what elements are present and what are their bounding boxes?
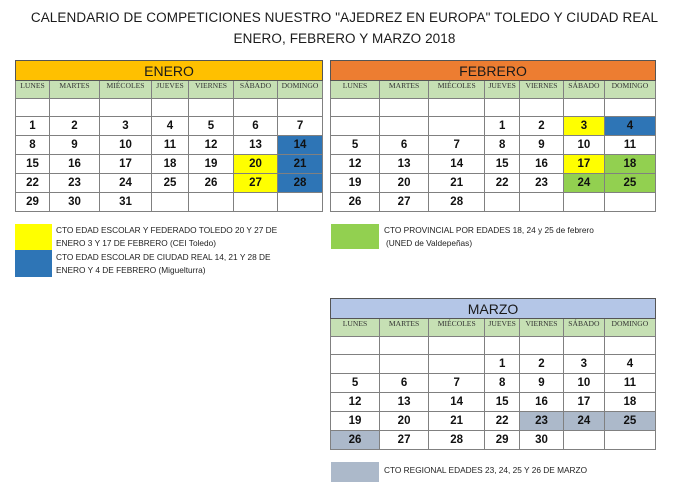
legend-blue-line1: CTO EDAD ESCOLAR DE CIUDAD REAL 14, 21 Y 28 DE	[56, 252, 271, 262]
week-row	[331, 374, 656, 393]
legend-gray-swatch	[331, 462, 379, 482]
day-cell: 2	[520, 355, 564, 374]
day-cell: 17	[100, 155, 152, 174]
weekday-4: VIERNES	[189, 81, 234, 99]
legend-green-swatch	[331, 224, 379, 249]
day-cell: 29	[16, 193, 50, 212]
weekday-3: JUEVES	[485, 319, 520, 337]
empty-cell	[604, 431, 655, 450]
day-cell: 13	[380, 393, 429, 412]
day-cell: 18	[152, 155, 189, 174]
day-cell: 23	[520, 412, 564, 431]
day-cell: 9	[50, 136, 100, 155]
weekday-4: VIERNES	[520, 319, 564, 337]
week-row	[16, 117, 323, 136]
day-cell: 27	[380, 431, 429, 450]
week-row	[331, 412, 656, 431]
day-cell: 8	[485, 374, 520, 393]
day-cell: 20	[380, 174, 429, 193]
day-cell: 3	[100, 117, 152, 136]
empty-cell	[278, 193, 323, 212]
week-row	[16, 136, 323, 155]
weekday-0: LUNES	[16, 81, 50, 99]
day-cell: 16	[520, 393, 564, 412]
day-cell: 30	[520, 431, 564, 450]
empty-cell	[563, 431, 604, 450]
day-cell: 19	[331, 174, 380, 193]
day-cell: 5	[189, 117, 234, 136]
legend-gray-text	[384, 464, 587, 477]
weekday-0: LUNES	[331, 319, 380, 337]
weekday-2: MIÉCOLES	[429, 81, 485, 99]
spacer-cell	[563, 99, 604, 117]
day-cell: 3	[563, 355, 604, 374]
day-cell: 16	[50, 155, 100, 174]
day-cell: 6	[380, 136, 429, 155]
day-cell: 27	[234, 174, 278, 193]
day-cell: 23	[520, 174, 564, 193]
day-cell: 11	[152, 136, 189, 155]
legend-green-line2: (UNED de Valdepeñas)	[386, 237, 473, 248]
legend-green-line1: CTO PROVINCIAL POR EDADES 18, 24 y 25 de febrero	[384, 225, 594, 235]
day-cell: 1	[16, 117, 50, 136]
day-cell: 19	[189, 155, 234, 174]
day-cell: 2	[50, 117, 100, 136]
day-cell: 21	[429, 174, 485, 193]
month-header-enero: ENERO	[16, 61, 323, 81]
legend-yellow-line2: ENERO 3 Y 17 DE FEBRERO (CEI Toledo)	[56, 237, 217, 248]
day-cell: 4	[604, 117, 655, 136]
day-cell: 20	[234, 155, 278, 174]
empty-cell	[563, 193, 604, 212]
day-cell: 14	[429, 393, 485, 412]
week-row	[331, 174, 656, 193]
document-title: CALENDARIO DE COMPETICIONES NUESTRO "AJEDREZ EN EUROPA" TOLEDO Y CIUDAD REAL	[30, 10, 659, 25]
empty-cell	[485, 193, 520, 212]
legend-blue-line2: ENERO Y 4 DE FEBRERO (Miguelturra)	[56, 264, 206, 275]
day-cell: 24	[563, 174, 604, 193]
spacer-cell	[520, 99, 564, 117]
weekday-2: MIÉCOLES	[429, 319, 485, 337]
legend-gray-line1: CTO REGIONAL EDADES 23, 24, 25 Y 26 DE MARZO	[384, 465, 588, 475]
empty-cell	[331, 355, 380, 374]
spacer-cell	[100, 99, 152, 117]
week-row	[331, 117, 656, 136]
weekday-3: JUEVES	[152, 81, 189, 99]
month-header-marzo: MARZO	[331, 299, 656, 319]
day-cell: 10	[563, 136, 604, 155]
spacer-cell	[604, 99, 655, 117]
day-cell: 6	[380, 374, 429, 393]
week-row	[16, 174, 323, 193]
day-cell: 8	[16, 136, 50, 155]
day-cell: 28	[278, 174, 323, 193]
day-cell: 5	[331, 136, 380, 155]
day-cell: 7	[429, 374, 485, 393]
day-cell: 18	[604, 155, 655, 174]
weekday-6: DOMINGO	[604, 81, 655, 99]
day-cell: 29	[485, 431, 520, 450]
day-cell: 27	[380, 193, 429, 212]
spacer-cell	[331, 99, 380, 117]
day-cell: 17	[563, 393, 604, 412]
empty-cell	[520, 193, 564, 212]
week-row	[16, 193, 323, 212]
day-cell: 21	[278, 155, 323, 174]
day-cell: 6	[234, 117, 278, 136]
spacer-cell	[380, 99, 429, 117]
spacer-cell	[429, 337, 485, 355]
week-row	[331, 136, 656, 155]
day-cell: 1	[485, 117, 520, 136]
weekday-0: LUNES	[331, 81, 380, 99]
day-cell: 25	[604, 174, 655, 193]
day-cell: 20	[380, 412, 429, 431]
day-cell: 26	[331, 431, 380, 450]
day-cell: 8	[485, 136, 520, 155]
day-cell: 26	[331, 193, 380, 212]
day-cell: 22	[485, 412, 520, 431]
day-cell: 22	[16, 174, 50, 193]
spacer-cell	[331, 337, 380, 355]
day-cell: 15	[485, 155, 520, 174]
legend-blue-swatch	[15, 250, 52, 277]
day-cell: 26	[189, 174, 234, 193]
day-cell: 4	[152, 117, 189, 136]
day-cell: 7	[429, 136, 485, 155]
week-row	[331, 155, 656, 174]
weekday-4: VIERNES	[520, 81, 564, 99]
day-cell: 11	[604, 374, 655, 393]
day-cell: 13	[380, 155, 429, 174]
legend-yellow-swatch	[15, 224, 52, 250]
weekday-3: JUEVES	[485, 81, 520, 99]
day-cell: 12	[331, 155, 380, 174]
day-cell: 17	[563, 155, 604, 174]
month-header-febrero: FEBRERO	[331, 61, 656, 81]
day-cell: 31	[100, 193, 152, 212]
legend-green-text	[384, 224, 594, 249]
spacer-cell	[380, 337, 429, 355]
legend-yellow-line1: CTO EDAD ESCOLAR Y FEDERADO TOLEDO 20 Y 27 DE	[56, 225, 278, 235]
spacer-cell	[189, 99, 234, 117]
day-cell: 28	[429, 431, 485, 450]
day-cell: 3	[563, 117, 604, 136]
day-cell: 22	[485, 174, 520, 193]
day-cell: 12	[331, 393, 380, 412]
spacer-cell	[16, 99, 50, 117]
spacer-cell	[152, 99, 189, 117]
day-cell: 28	[429, 193, 485, 212]
document-subtitle: ENERO, FEBRERO Y MARZO 2018	[233, 31, 456, 46]
legend-blue-text	[56, 251, 271, 276]
weekday-1: MARTES	[380, 81, 429, 99]
day-cell: 21	[429, 412, 485, 431]
day-cell: 10	[100, 136, 152, 155]
empty-cell	[234, 193, 278, 212]
weekday-6: DOMINGO	[604, 319, 655, 337]
calendar-febrero	[330, 60, 656, 212]
week-row	[331, 355, 656, 374]
weekday-6: DOMINGO	[278, 81, 323, 99]
weekday-5: SÁBADO	[563, 319, 604, 337]
spacer-cell	[563, 337, 604, 355]
week-row	[331, 431, 656, 450]
spacer-cell	[485, 337, 520, 355]
day-cell: 14	[429, 155, 485, 174]
day-cell: 9	[520, 374, 564, 393]
empty-cell	[429, 355, 485, 374]
day-cell: 19	[331, 412, 380, 431]
day-cell: 13	[234, 136, 278, 155]
calendar-marzo	[330, 298, 656, 450]
empty-cell	[429, 117, 485, 136]
spacer-cell	[604, 337, 655, 355]
legend-yellow-text	[56, 224, 277, 249]
day-cell: 16	[520, 155, 564, 174]
spacer-cell	[50, 99, 100, 117]
empty-cell	[152, 193, 189, 212]
empty-cell	[380, 117, 429, 136]
day-cell: 18	[604, 393, 655, 412]
day-cell: 4	[604, 355, 655, 374]
day-cell: 2	[520, 117, 564, 136]
week-row	[331, 193, 656, 212]
empty-cell	[604, 193, 655, 212]
empty-cell	[189, 193, 234, 212]
day-cell: 9	[520, 136, 564, 155]
day-cell: 15	[485, 393, 520, 412]
spacer-cell	[485, 99, 520, 117]
calendar-enero	[15, 60, 323, 212]
day-cell: 11	[604, 136, 655, 155]
day-cell: 10	[563, 374, 604, 393]
spacer-cell	[278, 99, 323, 117]
spacer-cell	[234, 99, 278, 117]
empty-cell	[380, 355, 429, 374]
weekday-2: MIÉCOLES	[100, 81, 152, 99]
day-cell: 24	[563, 412, 604, 431]
day-cell: 14	[278, 136, 323, 155]
day-cell: 25	[152, 174, 189, 193]
weekday-1: MARTES	[380, 319, 429, 337]
day-cell: 1	[485, 355, 520, 374]
spacer-cell	[520, 337, 564, 355]
day-cell: 23	[50, 174, 100, 193]
spacer-cell	[429, 99, 485, 117]
day-cell: 15	[16, 155, 50, 174]
day-cell: 24	[100, 174, 152, 193]
day-cell: 30	[50, 193, 100, 212]
day-cell: 12	[189, 136, 234, 155]
weekday-5: SÁBADO	[234, 81, 278, 99]
weekday-1: MARTES	[50, 81, 100, 99]
weekday-5: SÁBADO	[563, 81, 604, 99]
empty-cell	[331, 117, 380, 136]
week-row	[16, 155, 323, 174]
week-row	[331, 393, 656, 412]
day-cell: 7	[278, 117, 323, 136]
day-cell: 5	[331, 374, 380, 393]
day-cell: 25	[604, 412, 655, 431]
